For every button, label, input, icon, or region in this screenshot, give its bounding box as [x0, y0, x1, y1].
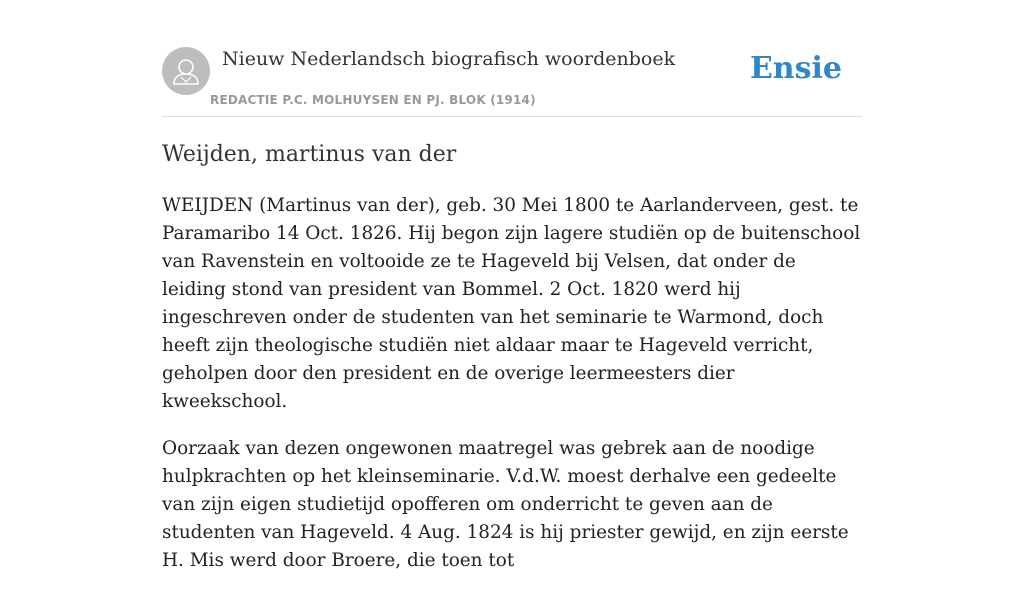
book-editors: REDACTIE P.C. MOLHUYSEN EN PJ. BLOK (1914)	[210, 93, 536, 107]
article-body	[162, 192, 862, 594]
user-icon	[162, 47, 210, 95]
book-title[interactable]: Nieuw Nederlandsch biografisch woordenboek	[222, 48, 676, 70]
brand-logo[interactable]: Ensie	[749, 51, 842, 86]
article-paragraph: WEIJDEN (Martinus van der), geb. 30 Mei 1800 te Aarlanderveen, gest. te Paramaribo 14 Oct. 1826. Hij begon zijn lagere studiën op de buitenschool van Ravenstein en voltooide ze te Hageveld bij Velsen, dat onder de leiding stond van president van Bommel. 2 Oct. 1820 werd hij ingeschreven onder de studenten van het seminarie te Warmond, doch heeft zijn theologische studiën niet aldaar maar te Hageveld verricht, geholpen door den president en de overige leermeesters dier kweekschool.	[162, 195, 861, 412]
page-header	[162, 46, 862, 117]
article-paragraph: Oorzaak van dezen ongewonen maatregel was gebrek aan de noodige hulpkrachten op het kleinseminarie. V.d.W. moest derhalve een gedeelte van zijn eigen studietijd opofferen om onderricht te geven aan de studenten van Hageveld. 4 Aug. 1824 is hij priester gewijd, en zijn eerste H. Mis werd door Broere, die toen tot	[162, 438, 849, 571]
article-title: Weijden, martinus van der	[162, 142, 457, 167]
